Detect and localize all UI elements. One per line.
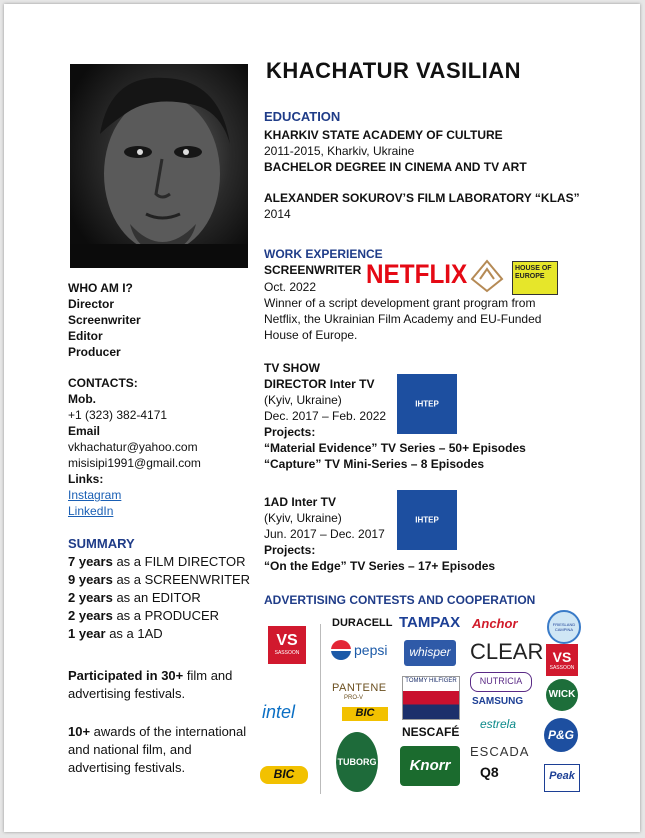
role-item: Screenwriter bbox=[68, 313, 141, 327]
project-item: “Capture” TV Mini-Series – 8 Episodes bbox=[264, 457, 485, 471]
role-item: Editor bbox=[68, 329, 103, 343]
email-1: vkhachatur@yahoo.com bbox=[68, 440, 198, 454]
school-1-dates: 2011-2015, Kharkiv, Ukraine bbox=[264, 144, 415, 158]
pepsi-logo: pepsi bbox=[354, 642, 388, 658]
peak-logo: Peak bbox=[544, 764, 580, 792]
inter-tv-logo-1: ІНТЕР bbox=[397, 374, 457, 434]
job1-description: Winner of a script development grant program from Netflix, the Ukrainian Film Academy and EU-Funded House of Europe. bbox=[264, 296, 542, 342]
education-heading: EDUCATION bbox=[264, 109, 341, 124]
pg-logo: P&G bbox=[544, 718, 578, 752]
portrait-image bbox=[70, 64, 248, 268]
project-item: “Material Evidence” TV Series – 50+ Episodes bbox=[264, 441, 526, 455]
bic-logo-2: BIC bbox=[260, 766, 308, 784]
tuborg-logo: TUBORG bbox=[336, 732, 378, 792]
contacts-block bbox=[68, 391, 201, 519]
tommy-hilfiger-logo: TOMMY HILFIGER bbox=[402, 676, 460, 720]
job2-block bbox=[264, 376, 526, 472]
house-of-europe-logo: HOUSE OF EUROPE bbox=[512, 261, 558, 295]
advertising-heading: ADVERTISING CONTESTS AND COOPERATION bbox=[264, 593, 536, 607]
candidate-name: KHACHATUR VASILIAN bbox=[266, 58, 522, 83]
summary-item: 2 years as a PRODUCER bbox=[68, 608, 220, 623]
instagram-link[interactable]: Instagram bbox=[68, 488, 122, 502]
summary-item: 2 years as an EDITOR bbox=[68, 590, 201, 605]
profile-photo bbox=[70, 64, 248, 268]
job3-location: (Kyiv, Ukraine) bbox=[264, 511, 342, 525]
projects-label: Projects: bbox=[264, 425, 316, 439]
job1-title: SCREENWRITER bbox=[264, 263, 362, 277]
whisper-logo: whisper bbox=[404, 640, 456, 666]
school-1: KHARKIV STATE ACADEMY OF CULTURE bbox=[264, 128, 503, 142]
summary-item: 1 year as a 1AD bbox=[68, 626, 163, 641]
email-2: misisipi1991@gmail.com bbox=[68, 456, 201, 470]
role-item: Director bbox=[68, 297, 115, 311]
job3-block bbox=[264, 494, 495, 574]
inter-tv-logo-2: ІНТЕР bbox=[397, 490, 457, 550]
wick-logo: WICK bbox=[546, 679, 578, 711]
awards-text: 10+ awards of the international and national film, and advertising festivals. bbox=[68, 724, 247, 775]
project-item: “On the Edge” TV Series – 17+ Episodes bbox=[264, 559, 496, 573]
job3-dates: Jun. 2017 – Dec. 2017 bbox=[264, 527, 385, 541]
pantene-logo: PANTENE bbox=[332, 682, 387, 694]
resume-page bbox=[4, 4, 640, 832]
job3-title: 1AD Inter TV bbox=[264, 495, 337, 509]
job2-dates: Dec. 2017 – Feb. 2022 bbox=[264, 409, 387, 423]
friesland-campina-logo: FRIESLAND CAMPINA bbox=[547, 610, 581, 644]
school-2: ALEXANDER SOKUROV’S FILM LABORATORY “KLAS” bbox=[264, 191, 580, 205]
tampax-logo: TAMPAX bbox=[399, 614, 461, 631]
job2-location: (Kyiv, Ukraine) bbox=[264, 393, 342, 407]
clear-logo: CLEAR bbox=[470, 639, 544, 664]
email-label: Email bbox=[68, 424, 101, 438]
nutricia-logo: NUTRICIA bbox=[470, 672, 532, 692]
estrela-logo: estrela bbox=[480, 717, 517, 731]
duracell-logo: DURACELL bbox=[332, 617, 393, 629]
job1-date: Oct. 2022 bbox=[264, 280, 317, 294]
degree: BACHELOR DEGREE IN CINEMA AND TV ART bbox=[264, 160, 527, 174]
links-label: Links: bbox=[68, 472, 104, 486]
escada-logo: ESCADA bbox=[470, 744, 530, 759]
education-block bbox=[264, 127, 580, 222]
vs-sassoon-logo-2: VS SASSOON bbox=[546, 644, 578, 676]
projects-label: Projects: bbox=[264, 543, 316, 557]
samsung-logo: SAMSUNG bbox=[472, 696, 524, 707]
linkedin-link[interactable]: LinkedIn bbox=[68, 504, 114, 518]
festivals-text: Participated in 30+ film and advertising festivals. bbox=[68, 668, 233, 701]
anchor-logo: Anchor bbox=[472, 616, 518, 631]
summary-list bbox=[68, 553, 250, 643]
mob-label: Mob. bbox=[68, 392, 96, 406]
intel-logo: intel bbox=[262, 702, 296, 722]
summary-heading: SUMMARY bbox=[68, 536, 135, 551]
summary-item: 7 years as a FILM DIRECTOR bbox=[68, 554, 246, 569]
school-2-year: 2014 bbox=[264, 207, 291, 221]
knorr-logo: Knorr bbox=[400, 746, 460, 786]
job2-category: TV SHOW bbox=[264, 361, 320, 375]
contacts-heading: CONTACTS: bbox=[68, 376, 138, 390]
nescafe-logo: NESCAFÉ bbox=[402, 725, 460, 739]
pepsi-globe-icon bbox=[331, 640, 351, 660]
bic-logo-1: BIC bbox=[342, 707, 388, 721]
work-heading: WORK EXPERIENCE bbox=[264, 247, 383, 261]
netflix-logo: NETFLIX bbox=[366, 259, 468, 289]
divider bbox=[320, 624, 321, 794]
role-list bbox=[68, 296, 141, 360]
who-am-i-heading: WHO AM I? bbox=[68, 281, 133, 295]
pantene-sub: PRO-V bbox=[344, 695, 364, 701]
job2-title: DIRECTOR Inter TV bbox=[264, 377, 375, 391]
summary-item: 9 years as a SCREENWRITER bbox=[68, 572, 251, 587]
film-academy-logo bbox=[470, 259, 504, 293]
q8-logo: Q8 bbox=[480, 764, 499, 780]
role-item: Producer bbox=[68, 345, 121, 359]
phone-number: +1 (323) 382-4171 bbox=[68, 408, 168, 422]
vs-sassoon-logo-1: VS SASSOON bbox=[268, 626, 306, 664]
